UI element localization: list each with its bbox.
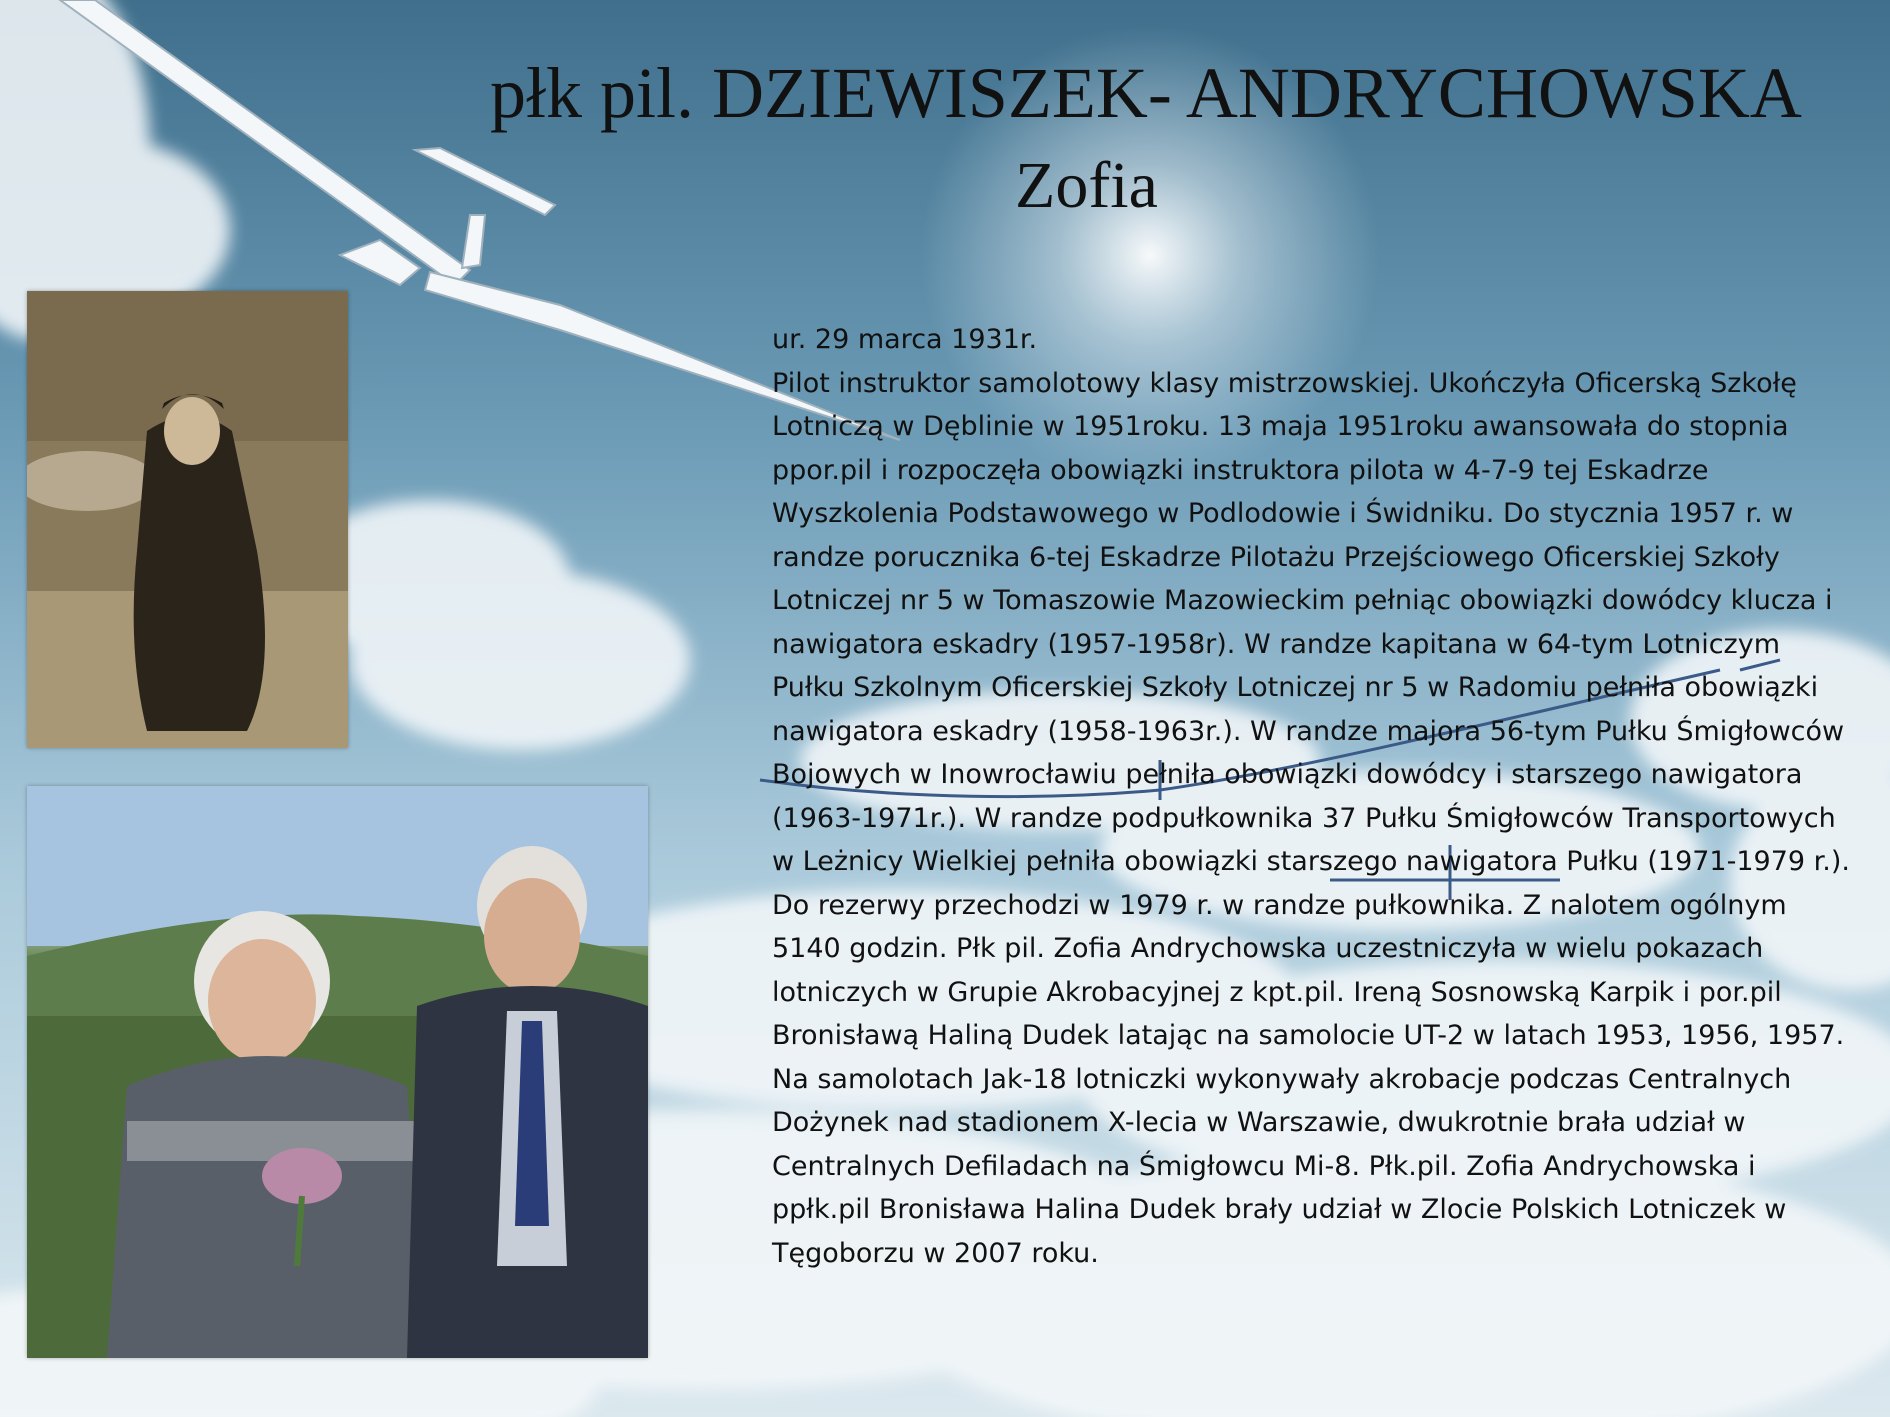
photo-couple-event — [27, 786, 648, 1358]
photo-young-pilot — [27, 291, 348, 748]
biography-paragraph: Pilot instruktor samolotowy klasy mistrzowskiej. Ukończyła Oficerską Szkołę Lotniczą w Dęblinie w 1951roku. 13 maja 1951roku awansowała do stopnia ppor.pil i rozpoczęła obowiązki instruktora pilota w 4-7-9 tej Eskadrze Wyszkolenia Podstawowego w Podlodowie i Świdniku. Do stycznia 1957 r. w randze porucznika 6-tej Eskadrze Pilotażu Przejściowego Oficerskiej Szkoły Lotniczej nr 5 w Tomaszowie Mazowieckim pełniąc obowiązki dowódcy klucza i nawigatora eskadry (1957-1958r). W randze kapitana w 64-tym Lotniczym Pułku Szkolnym Oficerskiej Szkoły Lotniczej nr 5 w Radomiu pełniła obowiązki nawigatora eskadry (1958-1963r.). W randze majora 56-tym Pułku Śmigłowców Bojowych w Inowrocławiu pełniła obowiązki dowódcy i starszego nawigatora (1963-1971r.). W randze podpułkownika 37 Pułku Śmigłowców Transportowych w Leżnicy Wielkiej pełniła obowiązki starszego nawigatora Pułku (1971-1979 r.). Do rezerwy przechodzi w 1979 r. w randze pułkownika. Z nalotem ogólnym 5140 godzin. Płk pil. Zofia Andrychowska uczestniczyła w wielu pokazach lotniczych w Grupie Akrobacyjnej z kpt.pil. Ireną Sosnowską Karpik i por.pil Bronisławą Haliną Dudek latając na samolocie UT-2 w latach 1953, 1956, 1957. Na samolotach Jak-18 lotniczki wykonywały akrobacje podczas Centralnych Dożynek nad stadionem X-lecia w Warszawie, dwukrotnie brała udział w Centralnych Defiladach na Śmigłowcu Mi-8. Płk.pil. Zofia Andrychowska i ppłk.pil Bronisława Halina Dudek brały udział w Zlocie Polskich Lotniczek w Tęgoborzu w 2007 roku. — [772, 367, 1850, 1269]
page-title: płk pil. DZIEWISZEK- ANDRYCHOWSKA — [490, 53, 1802, 133]
photo-couple-event-illustration — [27, 786, 648, 1358]
photo-young-pilot-illustration — [27, 291, 348, 748]
biography-text — [772, 318, 1852, 1275]
birth-date: ur. 29 marca 1931r. — [772, 324, 1038, 355]
page-subtitle-first-name: Zofia — [1015, 149, 1158, 222]
